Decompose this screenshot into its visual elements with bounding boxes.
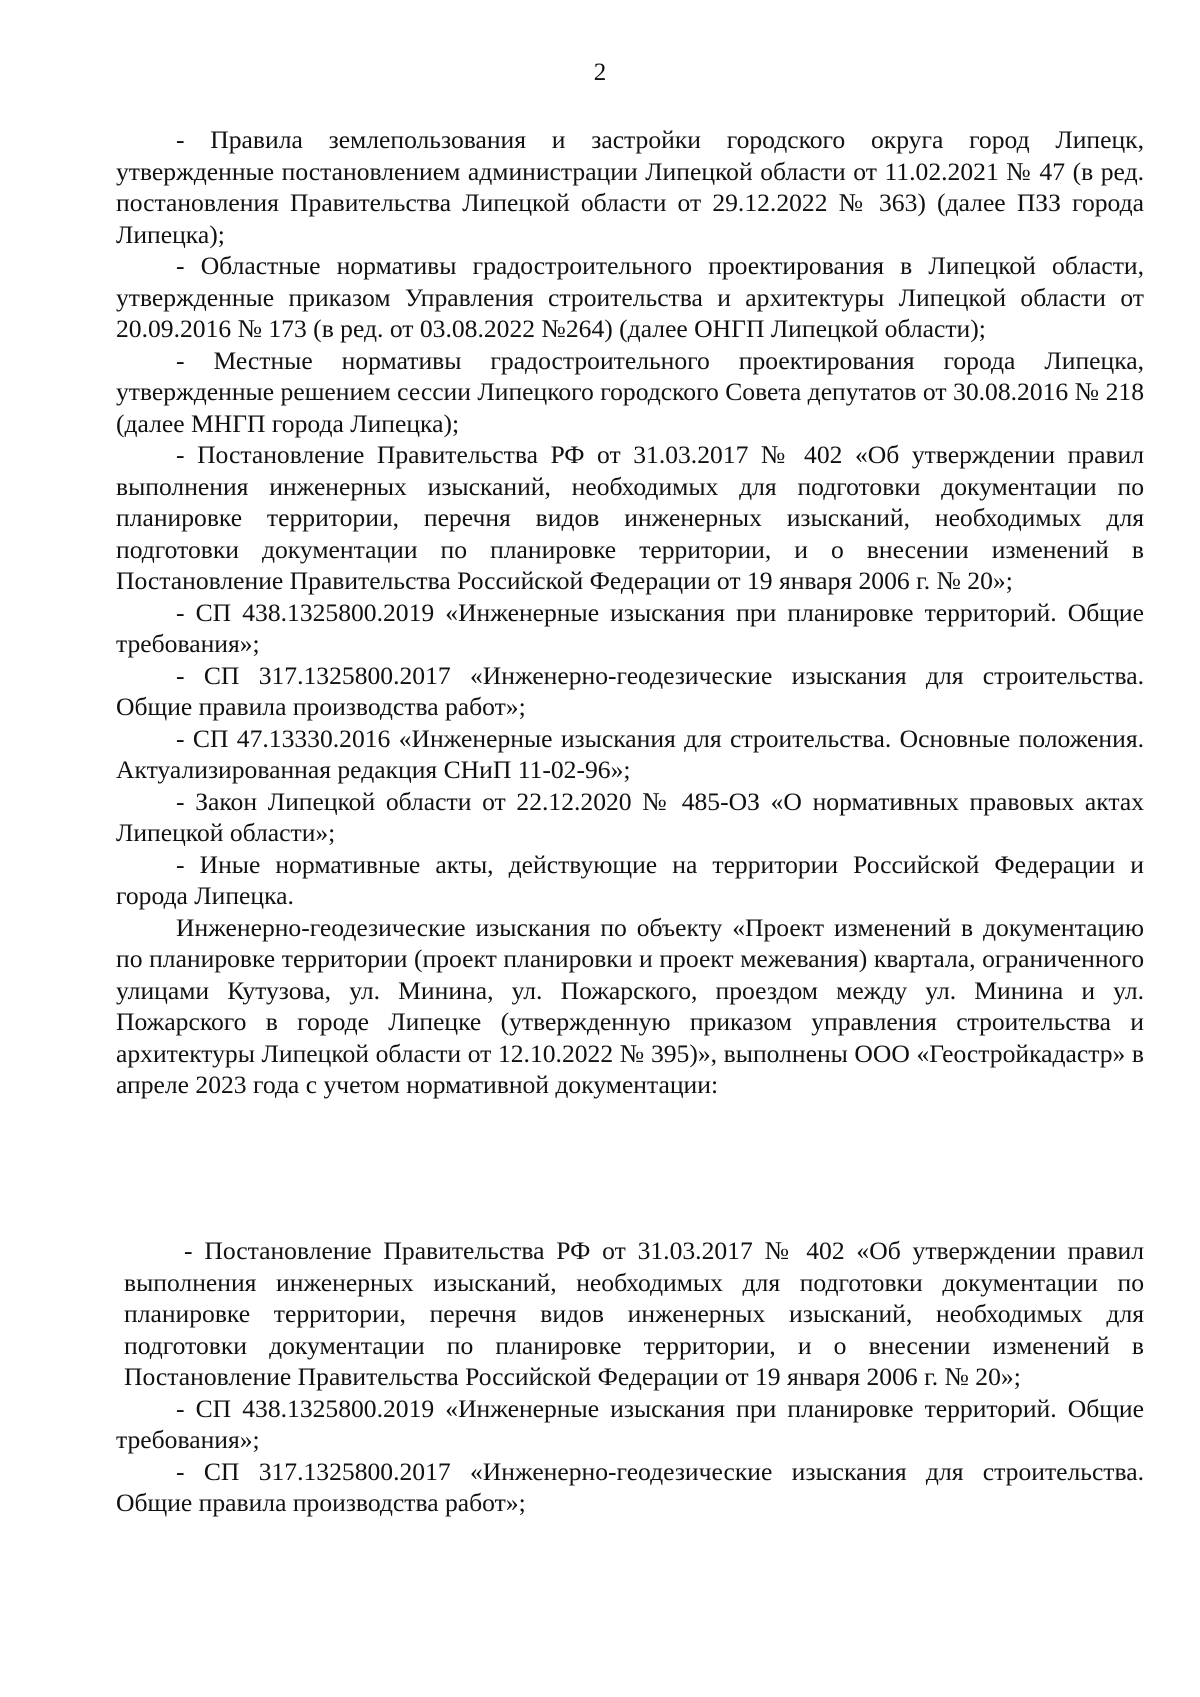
paragraph-sp-438: - СП 438.1325800.2019 «Инженерные изыскания при планировке территорий. Общие требования»;	[116, 597, 1144, 658]
document-body-top	[116, 124, 1144, 1101]
paragraph-sp-438-repeat: - СП 438.1325800.2019 «Инженерные изыскания при планировке территорий. Общие требования»;	[116, 1393, 1144, 1454]
paragraph-sp-47: - СП 47.13330.2016 «Инженерные изыскания для строительства. Основные положения. Актуализированная редакция СНиП 11-02-96»;	[116, 723, 1144, 784]
paragraph-inye-akty: - Иные нормативные акты, действующие на территории Российской Федерации и города Липецка.	[116, 849, 1144, 910]
document-body-bottom	[116, 1235, 1144, 1519]
paragraph-zakon-485: - Закон Липецкой области от 22.12.2020 № 485-ОЗ «О нормативных правовых актах Липецкой области»;	[116, 786, 1144, 847]
paragraph-sp-317: - СП 317.1325800.2017 «Инженерно-геодезические изыскания для строительства. Общие правила производства работ»;	[116, 660, 1144, 721]
paragraph-pzz: - Правила землепользования и застройки городского округа город Липецк, утвержденные постановлением администрации Липецкой области от 11.02.2021 № 47 (в ред. постановления Правительства Липецкой области от 29.12.2022 № 363) (далее ПЗЗ города Липецка);	[116, 125, 1144, 249]
paragraph-izyskaniya-intro: Инженерно-геодезические изыскания по объекту «Проект изменений в документацию по планировке территории (проект планировки и проект межевания) квартала, ограниченного улицами Кутузова, ул. Минина, ул. Пожарского, проездом между ул. Минина и ул. Пожарского в городе Липецке (утвержденную приказом управления строительства и архитектуры Липецкой области от 12.10.2022 № 395)», выполнены ООО «Геостройкадастр» в апреле 2023 года с учетом нормативной документации:	[116, 912, 1144, 1099]
paragraph-ongp: - Областные нормативы градостроительного проектирования в Липецкой области, утвержденные приказом Управления строительства и архитектуры Липецкой области от 20.09.2016 № 173 (в ред. от 03.08.2022 №264) (далее ОНГП Липецкой области);	[116, 251, 1144, 343]
paragraph-sp-317-repeat: - СП 317.1325800.2017 «Инженерно-геодезические изыскания для строительства. Общие правила производства работ»;	[116, 1456, 1144, 1517]
page-number: 2	[593, 59, 607, 86]
paragraph-postanovlenie-402: - Постановление Правительства РФ от 31.03.2017 № 402 «Об утверждении правил выполнения инженерных изысканий, необходимых для подготовки документации по планировке территории, перечня видов инженерных изысканий, необходимых для подготовки документации по планировке территории, и о внесении изменений в Постановление Правительства Российской Федерации от 19 января 2006 г. № 20»;	[116, 440, 1144, 595]
paragraph-mngp: - Местные нормативы градостроительного проектирования города Липецка, утвержденные решением сессии Липецкого городского Совета депутатов от 30.08.2016 № 218 (далее МНГП города Липецка);	[116, 345, 1144, 438]
paragraph-postanovlenie-402-repeat: - Постановление Правительства РФ от 31.03.2017 № 402 «Об утверждении правил выполнения инженерных изысканий, необходимых для подготовки документации по планировке территории, перечня видов инженерных изысканий, необходимых для подготовки документации по планировке территории, и о внесении изменений в Постановление Правительства Российской Федерации от 19 января 2006 г. № 20»;	[124, 1236, 1144, 1391]
